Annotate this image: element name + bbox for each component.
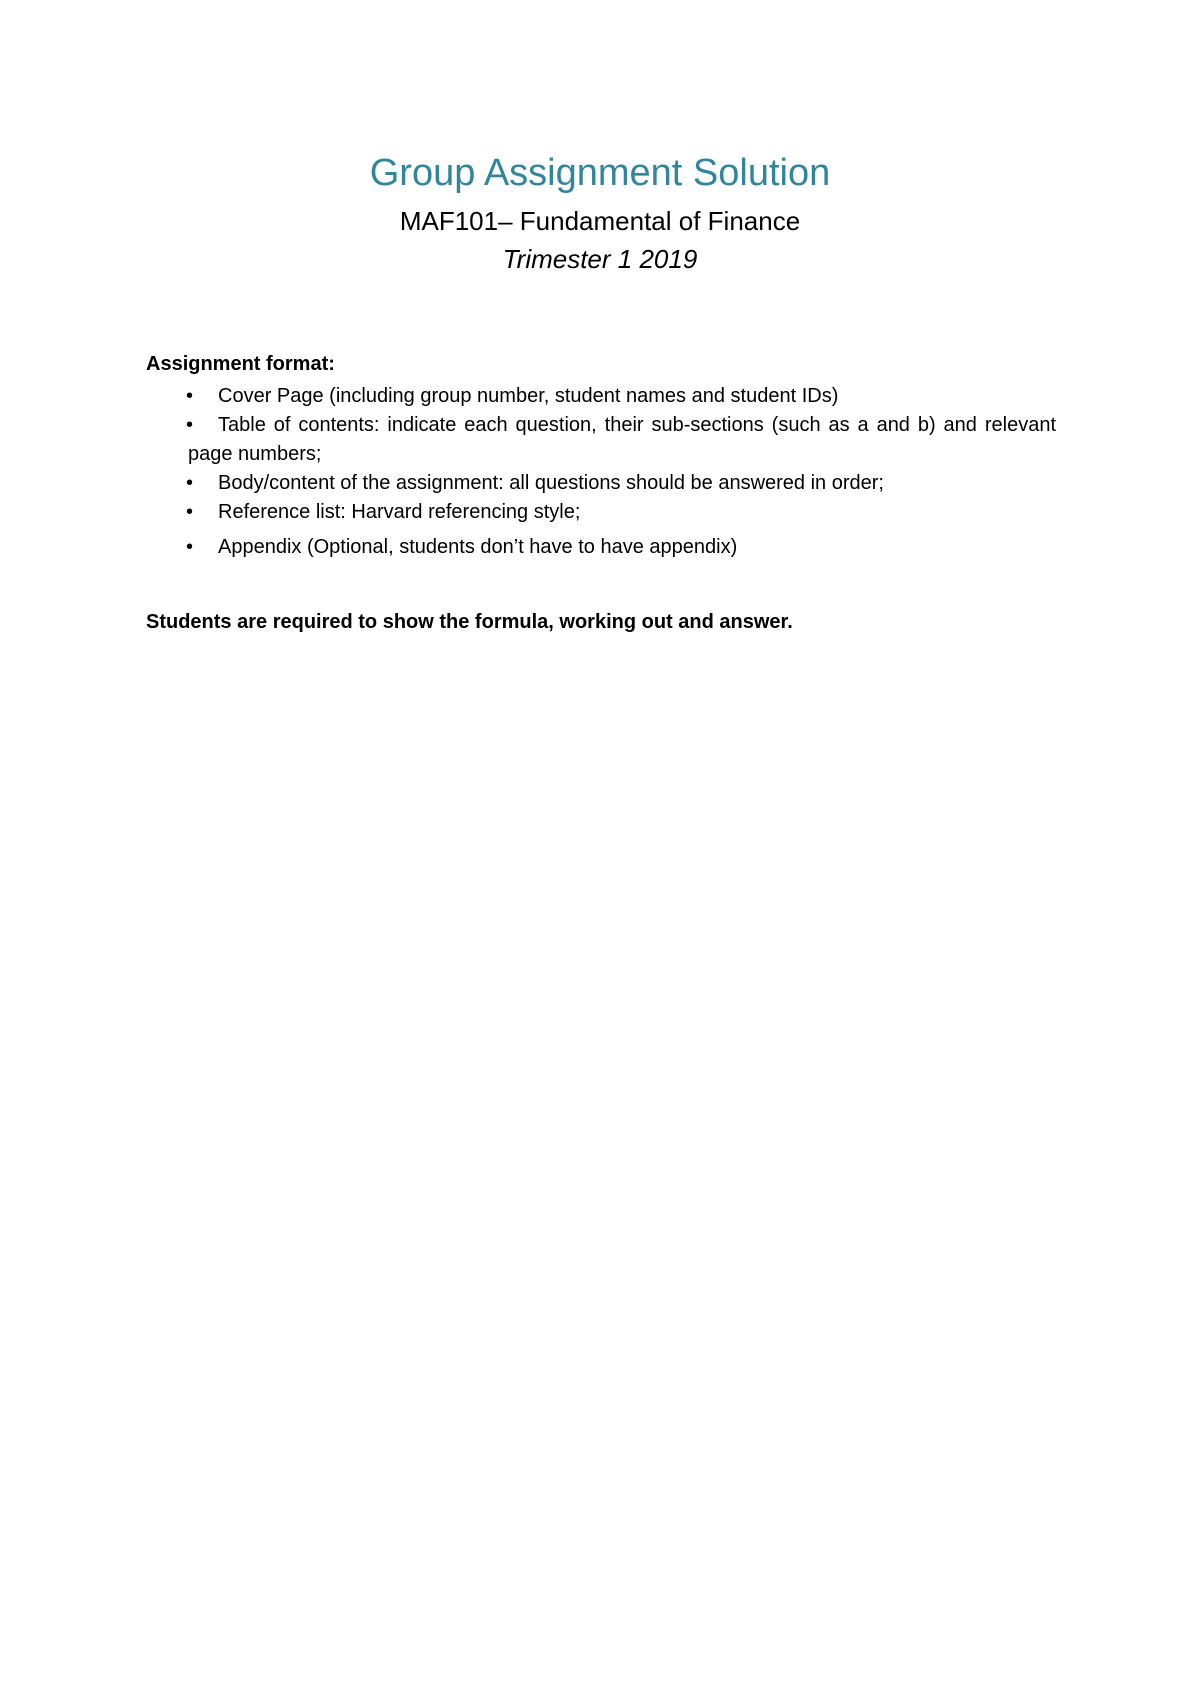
list-item — [146, 498, 1056, 527]
list-item-text: Table of contents: indicate each question, their sub-sections (such as a and b) and relevant page numbers; — [188, 414, 1056, 465]
bullet-icon: • — [186, 414, 194, 436]
bullet-icon: • — [186, 385, 194, 407]
list-item-text: Appendix (Optional, students don’t have to have appendix) — [218, 536, 738, 558]
document-title: Group Assignment Solution — [369, 152, 831, 194]
list-item — [146, 382, 1056, 411]
list-item-text: Cover Page (including group number, student names and student IDs) — [218, 385, 839, 407]
list-item — [146, 533, 1056, 562]
bullet-icon: • — [186, 472, 194, 494]
term-label: Trimester 1 2019 — [502, 244, 698, 274]
list-item-text: Body/content of the assignment: all questions should be answered in order; — [218, 472, 884, 494]
course-title: MAF101– Fundamental of Finance — [399, 206, 801, 236]
assignment-format-list — [146, 382, 1056, 562]
bullet-icon: • — [186, 501, 194, 523]
list-item — [146, 411, 1056, 469]
list-item-text: Reference list: Harvard referencing style; — [218, 501, 581, 523]
requirement-note: Students are required to show the formula, working out and answer. — [146, 611, 793, 633]
bullet-icon: • — [186, 536, 194, 558]
list-item — [146, 469, 1056, 498]
assignment-format-heading: Assignment format: — [146, 353, 335, 375]
